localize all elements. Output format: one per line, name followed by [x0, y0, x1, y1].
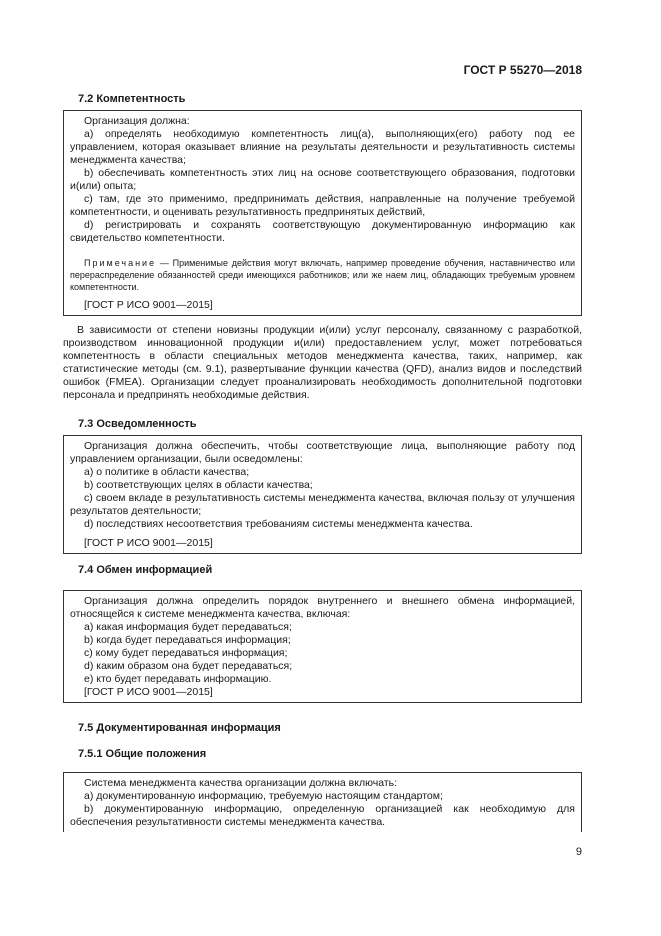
list-item: e) кто будет передавать информацию. [84, 673, 272, 685]
list-item: d) регистрировать и сохранять соответствующую документированную информацию как свидетельство компетентности. [70, 219, 575, 244]
reference: [ГОСТ Р ИСО 9001—2015] [84, 537, 213, 549]
list-item: c) кому будет передаваться информация; [84, 647, 288, 659]
list-item: b) соответствующих целях в области качества; [84, 479, 313, 491]
list-item: b) документированную информацию, определенную организацией как необходимую для обеспечения результативности системы менеджмента качества. [70, 803, 575, 828]
box-lead: Организация должна: [84, 115, 190, 127]
list-item: a) определять необходимую компетентность лиц(а), выполняющих(его) работу под ее управлением, которая оказывает влияние на результаты деятельности и результативность системы менеджмента качества; [70, 128, 575, 166]
standard-code: ГОСТ Р 55270—2018 [463, 63, 582, 77]
list-item: a) документированную информацию, требуемую настоящим стандартом; [84, 790, 443, 802]
box-lead: Организация должна обеспечить, чтобы соответствующие лица, выполняющие работу под управлением организации, были осведомлены: [70, 440, 575, 465]
paragraph-7-2 [63, 324, 582, 402]
heading-7-3: 7.3 Осведомленность [78, 418, 197, 430]
list-item: a) о политике в области качества; [84, 466, 250, 478]
quote-box-7-3 [63, 435, 582, 554]
note-text: — Применимые действия могут включать, например проведение обучения, наставничество или перераспределение обязанностей среди имеющихся работников; или же наем лиц, обладающих требуемым уровнем компетентности. [70, 258, 575, 292]
reference: [ГОСТ Р ИСО 9001—2015] [84, 299, 213, 311]
list-item: a) какая информация будет передаваться; [84, 621, 292, 633]
list-item: b) обеспечивать компетентность этих лиц на основе соответствующего образования, подготовки и(или) опыта; [70, 167, 575, 192]
note-label: Примечание [84, 258, 157, 268]
heading-7-5-1: 7.5.1 Общие положения [78, 748, 207, 760]
quote-box-7-4 [63, 590, 582, 703]
page-number: 9 [575, 846, 582, 858]
quote-box-7-5-1 [63, 772, 582, 832]
list-item: d) последствиях несоответствия требованиям системы менеджмента качества. [84, 518, 473, 530]
reference: [ГОСТ Р ИСО 9001—2015] [84, 686, 213, 698]
box-lead: Организация должна определить порядок внутреннего и внешнего обмена информацией, относящейся к системе менеджмента качества, включая: [70, 595, 575, 620]
quote-box-7-2 [63, 110, 582, 316]
list-item: c) там, где это применимо, предпринимать действия, направленные на получение требуемой компетентности, и оценивать результативность предпринятых действий, [70, 193, 575, 218]
heading-7-2: 7.2 Компетентность [78, 93, 186, 105]
heading-7-4: 7.4 Обмен информацией [78, 564, 213, 576]
body-text: В зависимости от степени новизны продукции и(или) услуг персоналу, связанному с разработкой, производством инновационной продукции и(или) предоставлением услуг, может потребоваться компетентность в области специальных методов менеджмента качества, таких, например, как статистические методы (см. 9.1), развертывание функции качества (QFD), анализ видов и последствий ошибок (FMEA). Организации следует проанализировать необходимость дополнительной подготовки персонала и предпринять необходимые действия. [63, 324, 582, 401]
list-item: c) своем вкладе в результативность системы менеджмента качества, включая пользу от улучшения результатов деятельности; [70, 492, 575, 517]
note [70, 257, 575, 293]
list-item: d) каким образом она будет передаваться; [84, 660, 293, 672]
box-lead: Система менеджмента качества организации должна включать: [84, 777, 398, 789]
list-item: b) когда будет передаваться информация; [84, 634, 291, 646]
heading-7-5: 7.5 Документированная информация [78, 722, 281, 734]
